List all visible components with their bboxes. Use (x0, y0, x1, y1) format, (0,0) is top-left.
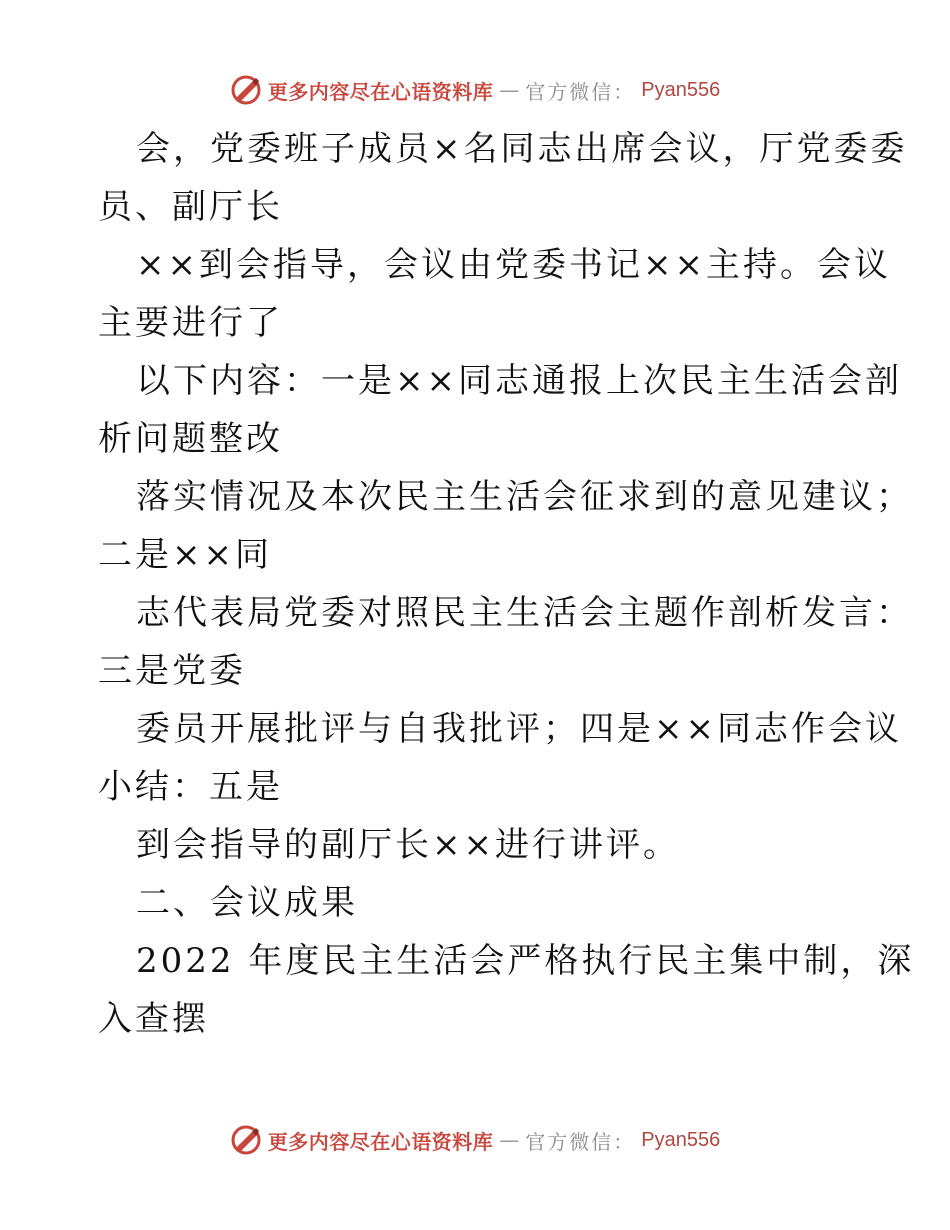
header-brand-text: 更多内容尽在心语资料库 (267, 79, 494, 104)
header-wechat-label: 官方微信： (525, 79, 636, 104)
pen-logo-icon (230, 74, 262, 106)
footer-wechat-label: 官方微信： (525, 1129, 636, 1154)
document-body (98, 120, 915, 1048)
header-banner (0, 70, 950, 110)
body-line: 入查摆 (98, 999, 209, 1039)
body-line: 志代表局党委对照民主生活会主题作剖析发言： (136, 593, 913, 633)
footer-separator: — (499, 1128, 520, 1152)
body-line: 小结：五是 (98, 767, 283, 807)
body-line: 二是××同 (98, 535, 272, 575)
section-heading: 二、会议成果 (136, 883, 358, 923)
pen-logo-icon (230, 1124, 262, 1156)
body-line: 主要进行了 (98, 303, 283, 343)
body-line: 落实情况及本次民主生活会征求到的意见建议； (136, 477, 913, 517)
body-line: 委员开展批评与自我批评；四是××同志作会议 (136, 709, 902, 749)
body-line: 员、副厅长 (98, 187, 283, 227)
header-wechat-id: Pyan556 (641, 78, 721, 101)
header-separator: — (499, 78, 520, 102)
body-line: 三是党委 (98, 651, 246, 691)
body-line: 以下内容：一是××同志通报上次民主生活会剖 (136, 361, 902, 401)
footer-banner (0, 1120, 950, 1160)
body-line: 析问题整改 (98, 419, 283, 459)
body-line: 到会指导的副厅长××进行讲评。 (136, 825, 680, 865)
body-line: 2022 年度民主生活会严格执行民主集中制，深 (136, 941, 915, 981)
body-line: ××到会指导，会议由党委书记××主持。会议 (136, 245, 891, 285)
body-line: 会，党委班子成员×名同志出席会议，厅党委委 (136, 129, 908, 169)
footer-wechat-id: Pyan556 (641, 1128, 721, 1151)
footer-brand-text: 更多内容尽在心语资料库 (267, 1129, 494, 1154)
